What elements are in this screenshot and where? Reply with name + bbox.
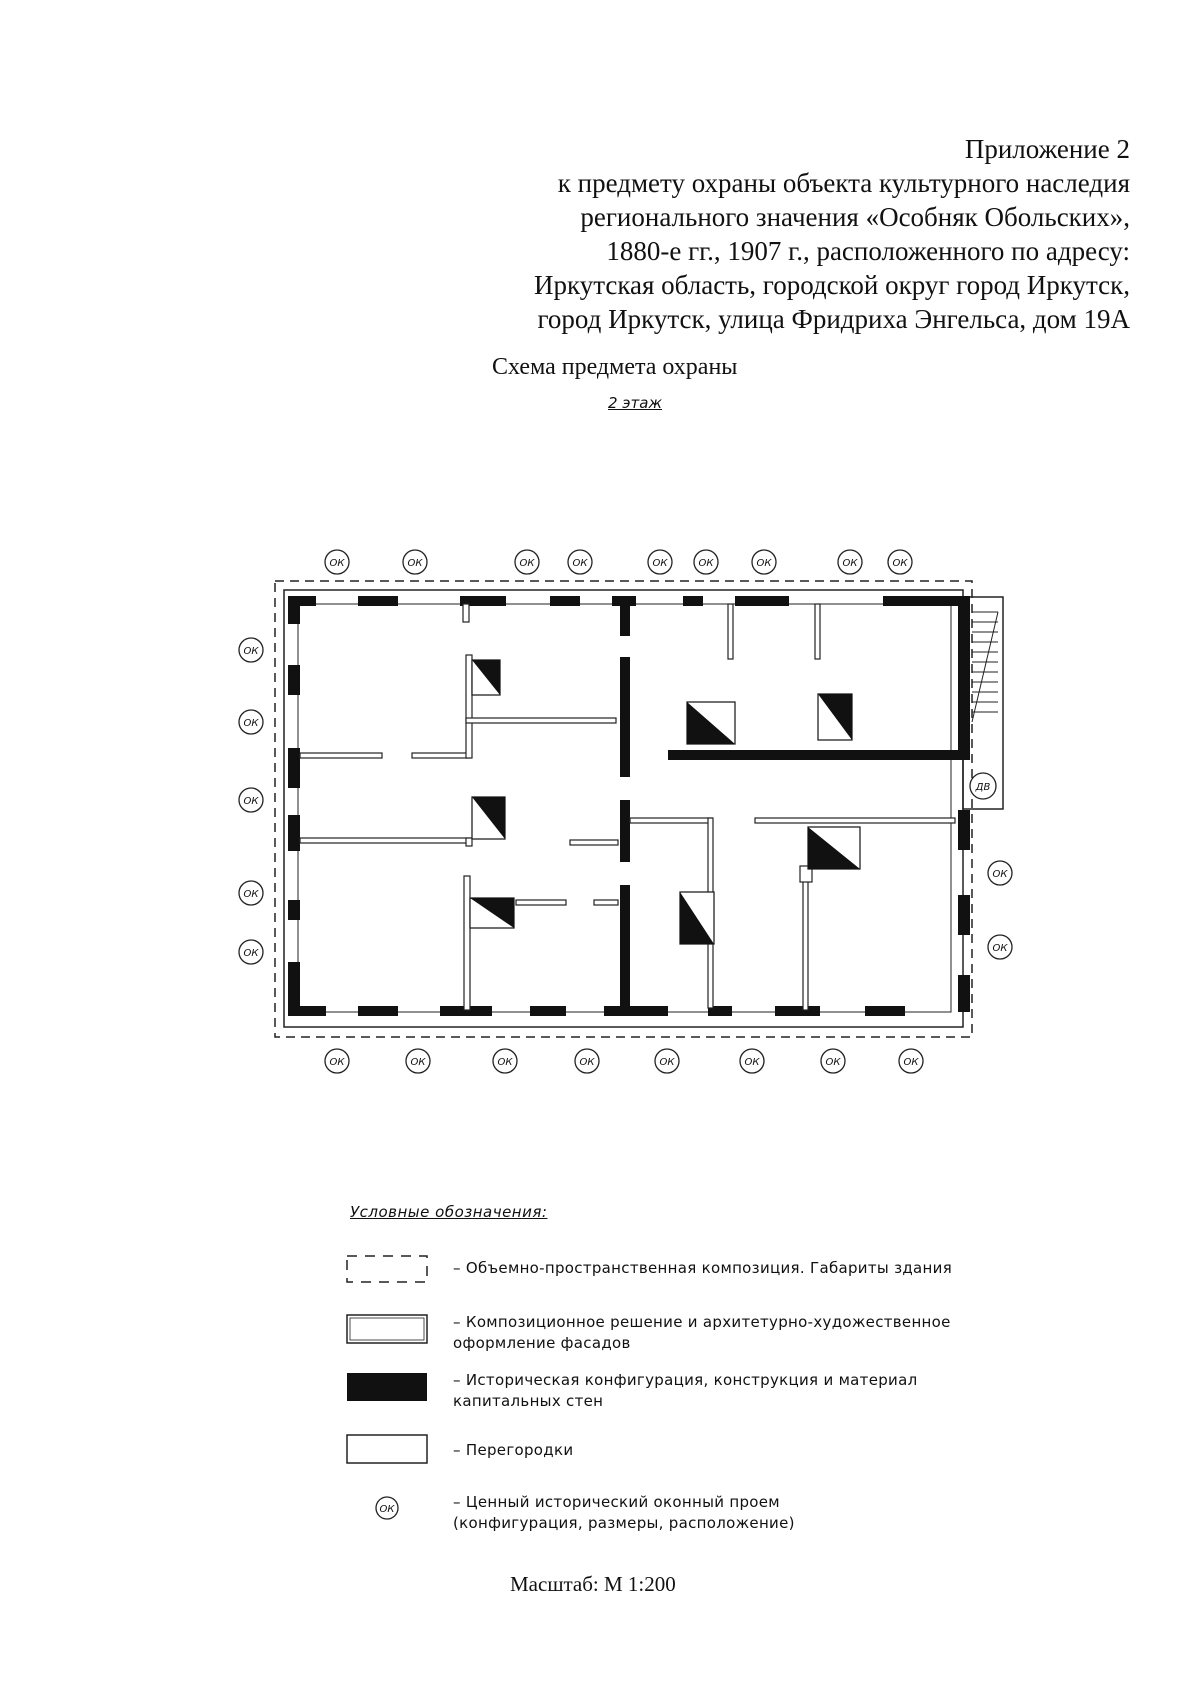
- stair-run-line: [972, 612, 998, 722]
- window-marker-icon: [740, 1049, 764, 1073]
- window-marker-label: ОК: [243, 646, 259, 657]
- capital-wall: [958, 975, 970, 1012]
- window-marker-icon: [239, 881, 263, 905]
- capital-wall: [883, 596, 969, 606]
- window-marker-icon: [575, 1049, 599, 1073]
- window-marker-label: ОК: [497, 1057, 513, 1068]
- window-marker-icon: [239, 638, 263, 662]
- capital-wall: [735, 596, 789, 606]
- capital-wall: [288, 748, 300, 788]
- window-marker-icon: [655, 1049, 679, 1073]
- window-marker-icon: [403, 550, 427, 574]
- partition: [728, 604, 733, 659]
- window-marker-label: ОК: [992, 869, 1008, 880]
- window-marker-label: ОК: [842, 558, 858, 569]
- legend-item-window: [345, 1490, 1045, 1550]
- partition: [466, 718, 616, 723]
- capital-wall: [865, 1006, 905, 1016]
- capital-wall: [288, 1006, 326, 1016]
- window-marker-icon: [988, 935, 1012, 959]
- header-line-3: регионального значения «Особняк Обольских»,: [580, 202, 1130, 232]
- door-swing-marker: [808, 827, 860, 869]
- door-swing-marker: [472, 797, 505, 839]
- window-marker-label: ОК: [379, 1504, 395, 1515]
- window-marker-icon: [888, 550, 912, 574]
- partition: [803, 868, 808, 1010]
- header-line-1: Приложение 2: [964, 134, 1130, 164]
- filled-rectangle-symbol: [345, 1370, 429, 1404]
- window-marker-icon: [899, 1049, 923, 1073]
- window-marker-label: ОК: [652, 558, 668, 569]
- capital-wall: [958, 895, 970, 935]
- window-marker-icon: [838, 550, 862, 574]
- window-marker-label: ОК: [903, 1057, 919, 1068]
- window-marker-label: ОК: [243, 948, 259, 959]
- door-marker-label: ДВ: [975, 782, 991, 793]
- legend-item-text: (конфигурация, размеры, расположение): [453, 1514, 795, 1532]
- capital-wall: [358, 1006, 398, 1016]
- capital-wall: [668, 750, 958, 760]
- floor-label: 2 этаж: [608, 394, 662, 412]
- capital-wall: [683, 596, 703, 606]
- window-marker-icon: [325, 1049, 349, 1073]
- window-marker-label: ОК: [698, 558, 714, 569]
- capital-wall: [620, 885, 630, 1010]
- legend-item-capital-walls: [345, 1370, 1045, 1430]
- window-marker-icon: [752, 550, 776, 574]
- legend-item-text: – Историческая конфигурация, конструкция и материал: [453, 1371, 918, 1389]
- legend-item-partitions: [345, 1432, 1045, 1492]
- double-outline-symbol: [345, 1312, 429, 1346]
- window-marker-label: ОК: [410, 1057, 426, 1068]
- capital-wall: [620, 604, 630, 636]
- door-swing-marker: [687, 702, 735, 744]
- scheme-title: Схема предмета охраны: [492, 354, 738, 380]
- window-marker-icon: [239, 788, 263, 812]
- legend-item-text: – Объемно-пространственная композиция. Габариты здания: [453, 1259, 953, 1277]
- legend-item-text: – Композиционное решение и архитетурно-художественное: [453, 1313, 951, 1331]
- window-marker-icon: [345, 1490, 429, 1524]
- partition: [463, 604, 469, 622]
- stair-treads: [972, 612, 998, 722]
- window-marker-label: ОК: [572, 558, 588, 569]
- capital-wall: [288, 900, 300, 920]
- window-marker-label: ОК: [756, 558, 772, 569]
- window-marker-label: ОК: [892, 558, 908, 569]
- capital-wall: [288, 665, 300, 695]
- legend-item-text: – Перегородки: [453, 1441, 574, 1459]
- door-swing-marker: [472, 660, 500, 695]
- outline-rectangle-symbol: [345, 1432, 429, 1466]
- window-marker-label: ОК: [243, 718, 259, 729]
- window-marker-label: ОК: [519, 558, 535, 569]
- window-marker-label: ОК: [825, 1057, 841, 1068]
- window-marker-icon: [239, 940, 263, 964]
- window-marker-label: ОК: [329, 1057, 345, 1068]
- partition: [464, 876, 470, 1010]
- window-marker-label: ОК: [992, 943, 1008, 954]
- legend-item-text: капитальных стен: [453, 1392, 604, 1410]
- capital-wall: [288, 596, 300, 624]
- partition: [630, 818, 712, 823]
- window-marker-label: ОК: [407, 558, 423, 569]
- door-swing-marker: [818, 694, 852, 740]
- window-marker-icon: [406, 1049, 430, 1073]
- header-line-6: город Иркутск, улица Фридриха Энгельса, дом 19А: [537, 304, 1130, 334]
- capital-wall: [550, 596, 580, 606]
- window-marker-icon: [568, 550, 592, 574]
- door-swing-marker: [470, 898, 514, 928]
- window-marker-label: ОК: [659, 1057, 675, 1068]
- capital-wall: [288, 962, 300, 1012]
- window-marker-icon: [325, 550, 349, 574]
- partition: [594, 900, 618, 905]
- window-marker-icon: [493, 1049, 517, 1073]
- legend-item-facade: [345, 1312, 1045, 1372]
- legend-item-text: – Ценный исторический оконный проем: [453, 1493, 780, 1511]
- capital-wall: [620, 800, 630, 862]
- window-marker-icon: [515, 550, 539, 574]
- capital-wall: [620, 657, 630, 777]
- door-swing-marker: [680, 892, 714, 944]
- partition: [815, 604, 820, 659]
- dashed-rectangle-symbol: [345, 1252, 429, 1286]
- window-marker-icon: [821, 1049, 845, 1073]
- capital-walls: [288, 596, 970, 1016]
- window-marker-label: ОК: [579, 1057, 595, 1068]
- partition: [300, 838, 470, 843]
- capital-wall: [358, 596, 398, 606]
- window-marker-label: ОК: [243, 796, 259, 807]
- partition: [300, 753, 382, 758]
- capital-wall: [958, 596, 970, 760]
- header-line-5: Иркутская область, городской округ город Иркутск,: [533, 270, 1130, 300]
- legend-title: Условные обозначения:: [350, 1203, 548, 1221]
- partition: [570, 840, 618, 845]
- capital-wall: [604, 1006, 668, 1016]
- capital-wall: [958, 810, 970, 850]
- window-marker-icon: [239, 710, 263, 734]
- window-marker-label: ОК: [329, 558, 345, 569]
- legend-item-text: оформление фасадов: [453, 1334, 631, 1352]
- legend-item-volume: [345, 1252, 1045, 1312]
- partition: [466, 838, 472, 846]
- door-marker: [970, 773, 996, 799]
- capital-wall: [288, 815, 300, 851]
- window-marker-icon: [988, 861, 1012, 885]
- partition: [412, 753, 470, 758]
- partition: [516, 900, 566, 905]
- window-marker-label: ОК: [744, 1057, 760, 1068]
- capital-wall: [775, 1006, 820, 1016]
- capital-wall: [530, 1006, 566, 1016]
- window-marker-label: ОК: [243, 889, 259, 900]
- window-marker-icon: [694, 550, 718, 574]
- partition: [755, 818, 955, 823]
- window-marker-icon: [648, 550, 672, 574]
- partition: [466, 655, 472, 758]
- header-line-4: 1880-е гг., 1907 г., расположенного по адресу:: [606, 236, 1130, 266]
- header-line-2: к предмету охраны объекта культурного наследия: [557, 168, 1130, 198]
- scale-label: Масштаб: М 1:200: [510, 1572, 676, 1596]
